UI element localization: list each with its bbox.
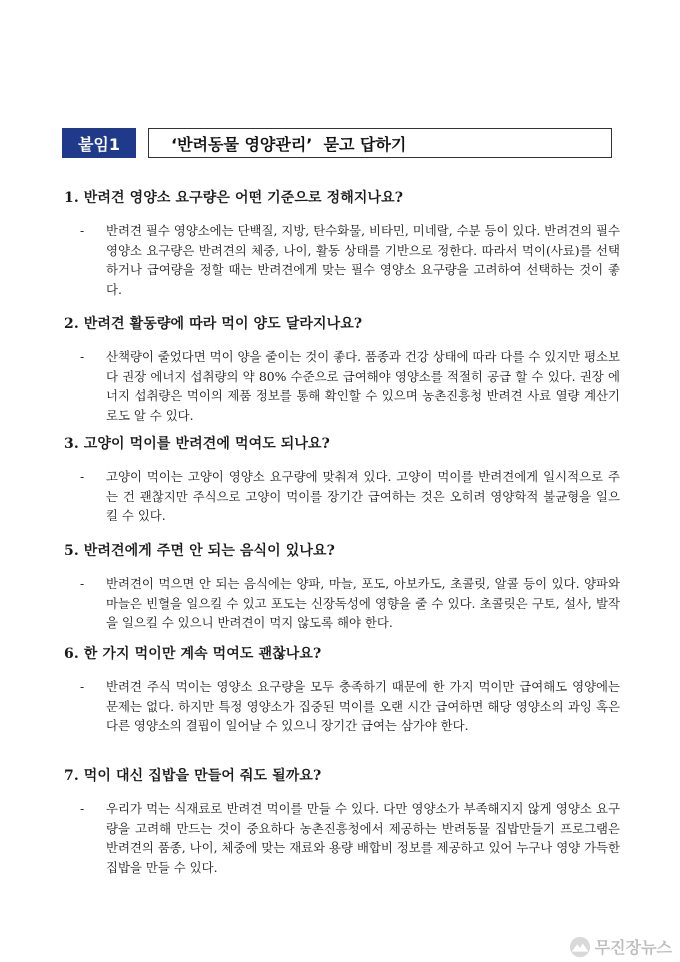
answer-5 — [62, 574, 622, 633]
page-title: ‘반려동물 영양관리’ 묻고 답하기 — [148, 128, 612, 158]
dash-bullet: - — [80, 801, 85, 816]
watermark — [569, 935, 672, 958]
question-5: 5. 반려견에게 주면 안 되는 음식이 있나요? — [64, 543, 335, 559]
dash-bullet: - — [80, 576, 85, 591]
answer-text-6: 반려견 주식 먹이는 영양소 요구량을 모두 충족하기 때문에 한 가지 먹이만 급여해도 영양에는 문제는 없다. 하지만 특정 영양소가 집중된 먹이를 오랜 시간 급여하면 해당 영양소의 과잉 혹은 다른 영양소의 결핍이 일어날 수 있으니 장기간 급여는 삼가야 한다. — [106, 679, 620, 733]
qa-item-5 — [62, 540, 622, 633]
dash-bullet: - — [80, 223, 85, 238]
answer-2 — [62, 347, 622, 425]
watermark-text: 무진장뉴스 — [594, 938, 672, 957]
answer-1 — [62, 221, 622, 299]
attachment-header — [62, 128, 612, 158]
answer-7 — [62, 799, 622, 877]
attachment-tag: 붙임1 — [62, 128, 136, 158]
answer-text-1: 반려견 필수 영양소에는 단백질, 지방, 탄수화물, 비타민, 미네랄, 수분 등이 있다. 반려견의 필수 영양소 요구량은 반려견의 체중, 나이, 활동 상태를 기반으로 정한다. 따라서 먹이(사료)를 선택하거나 급여량을 정할 때는 반려견에게 맞는 필수 영양소 요구량을 고려하여 선택하는 것이 좋다. — [106, 223, 620, 297]
qa-item-6 — [62, 643, 622, 736]
answer-6 — [62, 677, 622, 736]
answer-text-5: 반려견이 먹으면 안 되는 음식에는 양파, 마늘, 포도, 아보카도, 초콜릿, 알콜 등이 있다. 양파와 마늘은 빈혈을 일으킬 수 있고 포도는 신장독성에 영향을 줄 수 있다. 초콜릿은 구토, 설사, 발작을 일으킬 수 있으니 반려견이 먹지 않도록 해야 한다. — [106, 576, 620, 630]
question-3: 3. 고양이 먹이를 반려견에 먹여도 되나요? — [64, 436, 330, 452]
question-1: 1. 반려견 영양소 요구량은 어떤 기준으로 정해지나요? — [64, 190, 404, 206]
answer-text-3: 고양이 먹이는 고양이 영양소 요구량에 맞춰져 있다. 고양이 먹이를 반려견에게 일시적으로 주는 건 괜찮지만 주식으로 고양이 먹이를 장기간 급여하는 것은 오히려 영양학적 불균형을 일으킬 수 있다. — [106, 469, 620, 523]
dash-bullet: - — [80, 469, 85, 484]
question-7: 7. 먹이 대신 집밥을 만들어 줘도 될까요? — [64, 768, 322, 784]
answer-text-7: 우리가 먹는 식재료로 반려견 먹이를 만들 수 있다. 다만 영양소가 부족해지지 않게 영양소 요구량을 고려해 만드는 것이 중요하다 농촌진흥청에서 제공하는 반려동물 집밥만들기 프로그램은 반려견의 품종, 나이, 체중에 맞는 재료와 용량 배합비 정보를 제공하고 있어 누구나 영양 가득한 집밥을 만들 수 있다. — [106, 801, 620, 875]
answer-text-2: 산책량이 줄었다면 먹이 양을 줄이는 것이 좋다. 품종과 건강 상태에 따라 다를 수 있지만 평소보다 권장 에너지 섭취량의 약 80% 수준으로 급여해야 영양소를 적절히 공급 할 수 있다. 권장 에너지 섭취량은 먹이의 제품 정보를 통해 확인할 수 있으며 농촌진흥청 반려견 사료 열량 계산기로도 알 수 있다. — [106, 349, 620, 423]
qa-item-3 — [62, 433, 622, 526]
qa-item-2 — [62, 313, 622, 425]
dash-bullet: - — [80, 349, 85, 364]
qa-item-1 — [62, 187, 622, 299]
dash-bullet: - — [80, 679, 85, 694]
question-2: 2. 반려견 활동량에 따라 먹이 양도 달라지나요? — [64, 316, 363, 332]
mountain-logo-icon — [569, 936, 591, 958]
qa-item-7 — [62, 765, 622, 877]
answer-3 — [62, 467, 622, 526]
question-6: 6. 한 가지 먹이만 계속 먹여도 괜찮나요? — [64, 646, 322, 662]
